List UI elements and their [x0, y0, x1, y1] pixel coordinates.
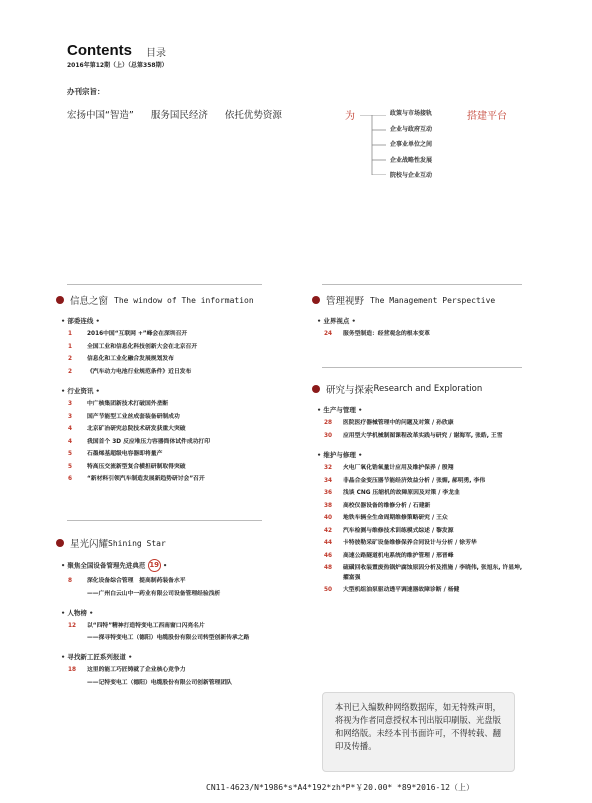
toc-entry [324, 330, 552, 340]
page-number: 4 [68, 426, 73, 432]
toc-list [56, 577, 306, 599]
toc-entry [324, 477, 527, 487]
toc-entry [68, 450, 296, 460]
page-number: 44 [324, 540, 333, 546]
toc-entry [68, 666, 306, 676]
entry-title: 大型机组油泵驱动透平调速器故障诊断 / 杨健 [343, 587, 460, 593]
mission-target: 政策与市场接轨 [390, 110, 433, 117]
toc-entry [324, 502, 527, 512]
bullet-icon [56, 296, 64, 304]
page-number: 2 [68, 368, 73, 375]
entry-title: 非晶合金变压器节能经济效益分析 / 张媚, 郝明勇, 李伟 [343, 477, 486, 484]
subsection-title: • 人物榜 • [61, 608, 94, 617]
subsection-title: • 部委连线 • [61, 317, 100, 325]
divider [67, 284, 262, 285]
toc-entry [68, 622, 286, 632]
page-number: 1 [68, 343, 73, 350]
mulu-label: 目录 [146, 48, 166, 59]
page-number: 18 [68, 667, 77, 673]
entry-title: 这里的能工巧匠铸就了企业核心竞争力 [87, 667, 186, 673]
entry-subtitle: ——探寻特变电工（德阳）电缆股份有限公司转型创新传承之路 [87, 635, 250, 641]
mission-bracket [360, 115, 390, 175]
entry-title: “新材料引领汽车制造发展新趋势研讨会”召开 [87, 476, 205, 482]
bullet-icon [312, 385, 320, 393]
toc-entry [324, 464, 527, 474]
toc-entry [324, 419, 527, 429]
page-number: 2 [68, 356, 73, 362]
bullet-icon [312, 296, 320, 304]
entry-title: 医院医疗器械管理中的问题及对策 / 孙欣康 [343, 420, 454, 426]
subsection-title: • 维护与修理 • [317, 451, 363, 459]
section-title-en: Shining Star [108, 538, 166, 548]
toc-entry [68, 400, 296, 410]
page-number: 40 [324, 515, 333, 521]
page-number: 12 [68, 622, 77, 629]
section-title: 管理视野 [326, 296, 365, 307]
entry-title: 《汽车动力电池行业规范条件》近日发布 [87, 368, 192, 375]
entry-title: 我国首个 3D 反应堆压力容器筒体试件成功打印 [87, 438, 211, 445]
page-number: 5 [68, 463, 73, 470]
page-number: 38 [324, 502, 333, 509]
subsection-title: • 业界视点 • [317, 317, 356, 325]
section-title-en: The Management Perspective [370, 295, 496, 305]
toc-entry [68, 368, 296, 378]
page-number: 8 [68, 578, 73, 584]
entry-title: 深化设备综合管理 提高制药装备水平 [87, 578, 186, 584]
mission-statement [67, 107, 296, 121]
mission-targets [390, 109, 432, 187]
toc-entry [324, 539, 527, 549]
toc-list [312, 419, 527, 441]
page-number: 5 [68, 451, 73, 457]
copyright-notice: 本刊已入编数种网络数据库，如无特殊声明，将视为作者同意授权本刊出版印刷版、光盘版和网络版。未经本刊书面许可，不得转载、翻印及传播。 [322, 692, 515, 772]
toc-entry [68, 577, 306, 587]
page-number: 32 [324, 465, 333, 471]
entry-subtitle: ——记特变电工（德阳）电缆股份有限公司创新管理团队 [87, 679, 232, 686]
entry-title: 浅谈 CNG 压缩机的故障原因及对策 / 李龙韭 [343, 490, 460, 496]
entry-title: 信息化和工业化融合发展规划发布 [87, 356, 174, 362]
toc-list [56, 666, 306, 688]
section-management [312, 293, 552, 343]
toc-entry [68, 413, 296, 423]
mission-target: 企事业单位之间 [390, 141, 433, 148]
section-title: 研究与探索 [326, 385, 374, 396]
subsection-title: • 行业资讯 • [61, 387, 100, 395]
toc-entry [68, 475, 296, 485]
subsection-title: • 寻找新工匠系列报道 • [61, 653, 133, 661]
bullet-dot: • [162, 561, 168, 570]
toc-list [56, 400, 296, 485]
subsection-title: • 生产与管理 • [317, 406, 363, 414]
entry-title: 高速公路隧道机电系统的维护管理 / 邢晋峰 [343, 552, 454, 559]
page-number: 24 [324, 331, 333, 337]
toc-list [312, 330, 552, 340]
mission-part: 依托优势资源 [224, 110, 282, 121]
contents-title: Contents [67, 42, 132, 59]
mission-wei: 为 [345, 111, 355, 122]
section-information [56, 293, 296, 488]
toc-entry [324, 432, 527, 442]
toc-list [56, 330, 296, 377]
entry-title: 中广核集团新技术打破国外垄断 [87, 401, 169, 407]
entry-title: 服务型制造：经营观念的根本变革 [343, 331, 430, 337]
subsection-label: • 聚焦全国设备管理先进典范 [61, 561, 146, 570]
page-number: 50 [324, 587, 333, 593]
toc-entry [68, 330, 296, 340]
page-number: 4 [68, 438, 73, 445]
toc-entry [324, 514, 527, 524]
entry-title: 以“四特”精神打造特变电工西南窗口闪亮名片 [87, 622, 205, 629]
page-number: 48 [324, 565, 333, 571]
entry-title: 北京矿冶研究总院技术研发获重大突破 [87, 426, 186, 432]
toc-entry [324, 564, 527, 583]
section-title-en: Research and Exploration [373, 384, 483, 394]
page-number: 6 [68, 476, 73, 482]
entry-title: 卡特彼勒采矿设备维修保养合同设计与分析 / 徐芳华 [343, 540, 477, 546]
toc-list [56, 622, 286, 644]
section-shining-star [56, 536, 306, 691]
toc-list [312, 464, 527, 596]
mission-target: 院校与企业互动 [390, 172, 433, 179]
entry-title: 国产节能型工业丝成套装备研制成功 [87, 413, 180, 420]
entry-title: 汽车检测与维修技术训练模式综述 / 黎发源 [343, 527, 454, 534]
entry-title: 火电厂氧化锆氧量计应用及维护保养 / 殷翔 [343, 465, 454, 471]
toc-entry [324, 586, 527, 596]
entry-subtitle: ——广州白云山中一药业有限公司设备管理经验浅析 [87, 590, 221, 597]
entry-title: 硫磺回收装置废热锅炉腐蚀原因分析及措施 / 李晓伟, 张旭东, 许显坤, 擢富强 [343, 565, 523, 581]
mission-end: 搭建平台 [467, 111, 507, 122]
entry-title: 特高压交流新型复合横担研制取得突破 [87, 463, 186, 470]
section-title: 星光闪耀 [70, 539, 109, 550]
toc-entry [324, 552, 527, 562]
page-number: 36 [324, 490, 333, 496]
toc-entry [68, 425, 296, 435]
mission-part: 宏扬中国“智造” [67, 110, 134, 121]
divider [67, 520, 262, 521]
toc-entry [68, 463, 296, 473]
toc-entry [68, 355, 296, 365]
toc-entry [324, 489, 527, 499]
entry-title: 高校仪器设备的维修分析 / 石建新 [343, 502, 431, 509]
page-number: 30 [324, 432, 333, 439]
toc-entry [324, 527, 527, 537]
divider [322, 284, 522, 285]
page-number: 1 [68, 331, 73, 337]
divider [322, 367, 522, 368]
entry-title: 应用型大学机械制图课程改革实践与研究 / 谢海军, 张皓, 王雪 [343, 432, 503, 439]
entry-title: 2016中国“互联网 +”峰会在深圳召开 [87, 331, 188, 337]
section-title: 信息之窗 [70, 296, 109, 307]
subsection-title [61, 559, 306, 572]
entry-title: 全国工业和信息化科技创新大会在北京召开 [87, 343, 198, 350]
mission-target: 企业战略性发展 [390, 156, 433, 164]
page-number: 3 [68, 401, 73, 407]
mission-part: 服务国民经济 [150, 110, 208, 121]
issue-number: 2016年第12期（上）（总第358期） [67, 62, 168, 69]
page-number: 42 [324, 527, 333, 534]
mission-target: 企业与政府互动 [390, 125, 433, 133]
page-number: 46 [324, 552, 333, 559]
mission-label: 办刊宗旨： [67, 87, 105, 96]
page-number: 28 [324, 420, 333, 426]
toc-entry [68, 438, 296, 448]
entry-title: 石墨烯基超级电容器即将量产 [87, 451, 163, 457]
toc-entry [68, 343, 296, 353]
page-number-badge: 19 [148, 559, 161, 572]
page-number: 3 [68, 413, 73, 420]
bullet-icon [56, 539, 64, 547]
entry-title: 地铁车辆全生命周期维修策略研究 / 王众 [343, 515, 448, 521]
page-number: 34 [324, 477, 333, 484]
section-research [312, 382, 527, 599]
publication-code: CN11-4623/N*1986*s*A4*192*zh*P*￥20.00* *89*2016-12（上） [206, 783, 475, 792]
section-title-en: The window of The information [114, 295, 254, 305]
